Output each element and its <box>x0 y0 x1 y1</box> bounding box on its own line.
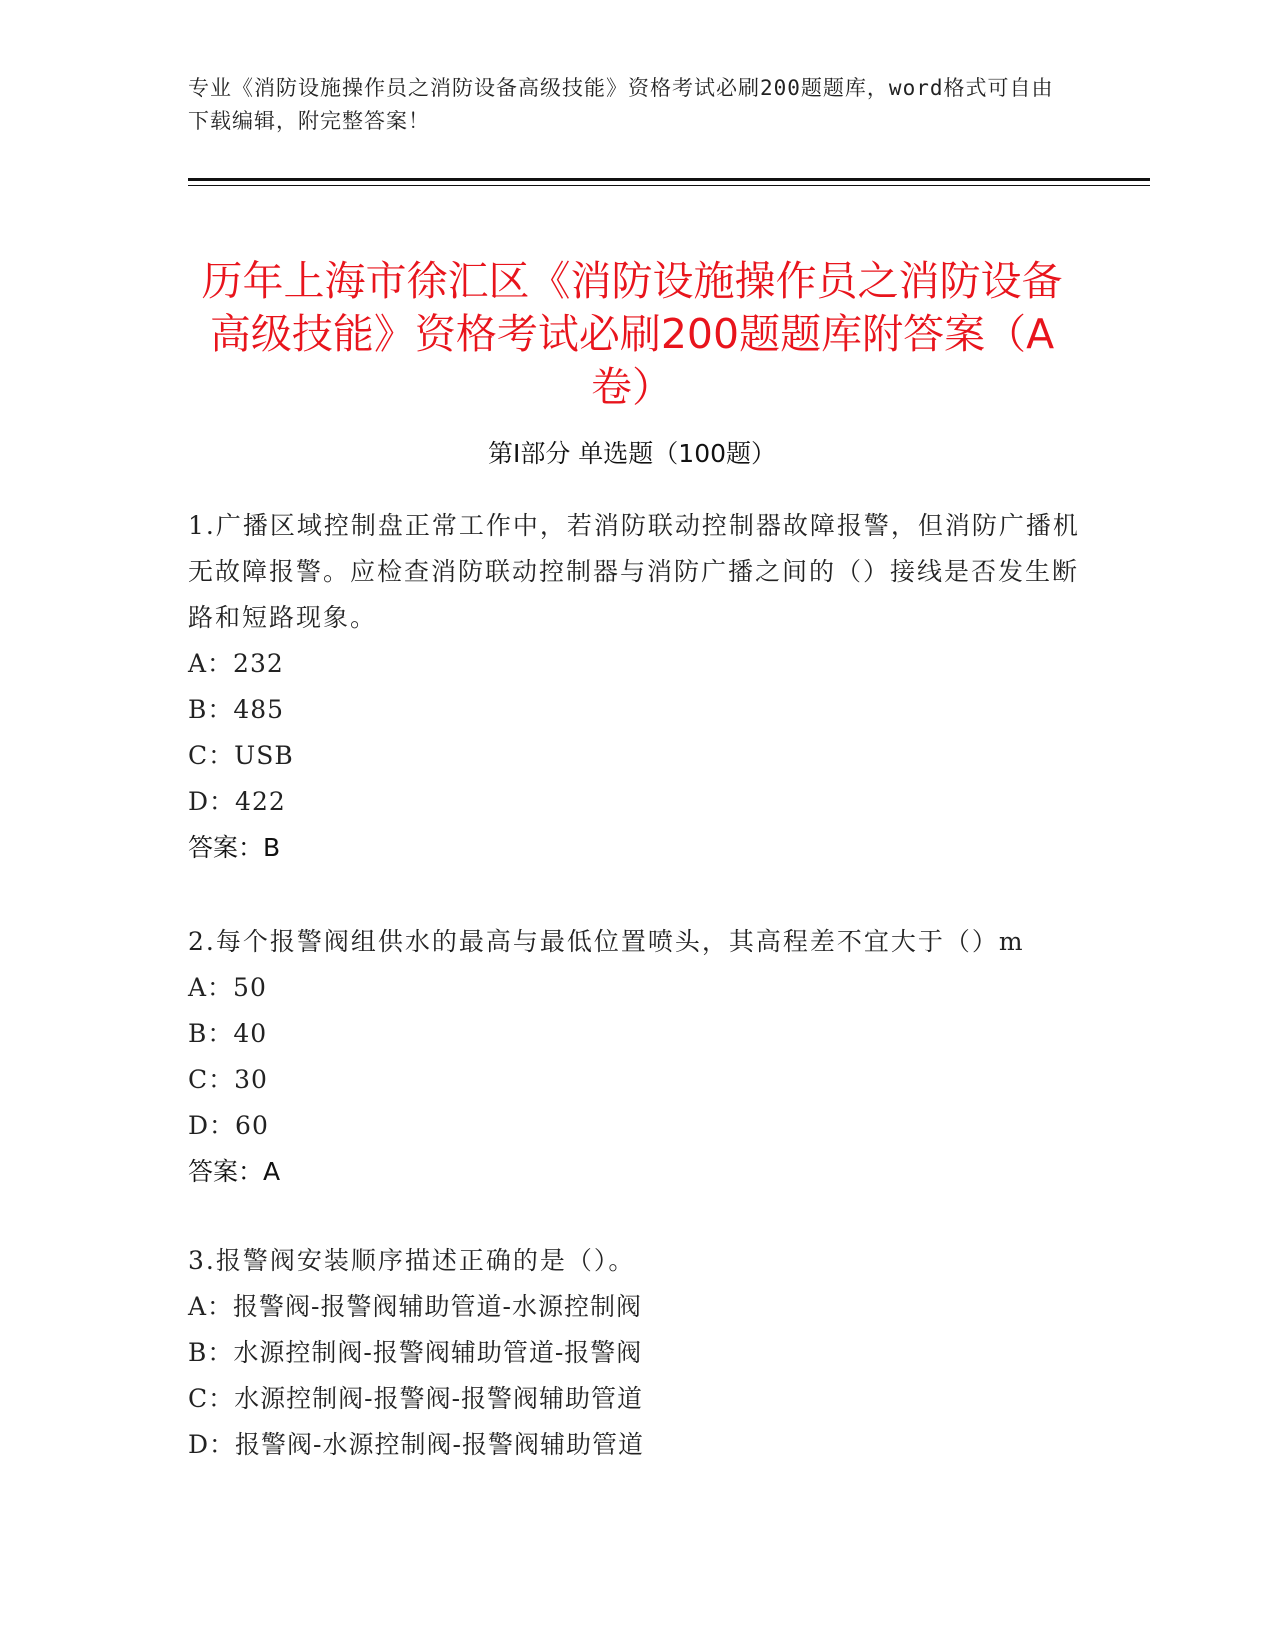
option-d: D：422 <box>188 787 286 816</box>
question-stem: 3.报警阀安装顺序描述正确的是（）。 <box>188 1246 636 1275</box>
option-b: B：485 <box>188 695 285 724</box>
answer: 答案：A <box>188 1157 281 1186</box>
option-b: B：40 <box>188 1019 268 1048</box>
option-b: B：水源控制阀-报警阀辅助管道-报警阀 <box>188 1338 643 1367</box>
document-title: 历年上海市徐汇区《消防设施操作员之消防设备高级技能》资格考试必刷200题题库附答案（A卷） <box>201 257 1063 412</box>
option-c: C：30 <box>188 1065 268 1094</box>
option-c: C：水源控制阀-报警阀-报警阀辅助管道 <box>188 1384 644 1413</box>
answer: 答案：B <box>188 833 281 862</box>
header-divider-thick <box>188 178 1150 181</box>
question-stem: 2.每个报警阀组供水的最高与最低位置喷头，其高程差不宜大于（）m <box>188 927 1025 956</box>
option-d: D：报警阀-水源控制阀-报警阀辅助管道 <box>188 1430 644 1459</box>
question-3 <box>188 1238 1088 1468</box>
question-1 <box>188 503 1088 871</box>
option-a: A：232 <box>188 649 284 678</box>
option-a: A：50 <box>188 973 267 1002</box>
header-note: 专业《消防设施操作员之消防设备高级技能》资格考试必刷200题题库，word格式可自由下载编辑，附完整答案！ <box>188 76 1054 133</box>
option-a: A：报警阀-报警阀辅助管道-水源控制阀 <box>188 1292 642 1321</box>
option-c: C：USB <box>188 741 294 770</box>
question-stem: 1.广播区域控制盘正常工作中，若消防联动控制器故障报警，但消防广播机无故障报警。应检查消防联动控制器与消防广播之间的（）接线是否发生断路和短路现象。 <box>188 511 1080 632</box>
question-2 <box>188 919 1088 1195</box>
section-heading: 第I部分 单选题（100题） <box>487 439 777 468</box>
header-divider-thin <box>188 185 1150 186</box>
option-d: D：60 <box>188 1111 269 1140</box>
